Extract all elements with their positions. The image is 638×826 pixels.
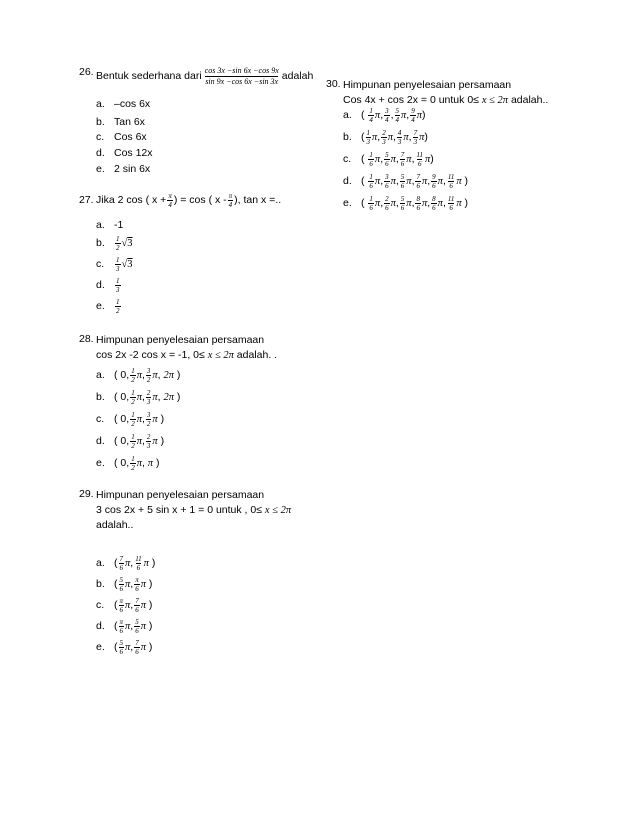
option-c[interactable]: c. ( $\frac{1}{6}$ π , $\frac{5}{6}$ π , $\frac{7}{6}$ π , $\frac{11}{6}$ π ): [343, 150, 434, 168]
option-a[interactable]: a. –cos 6x: [96, 98, 151, 110]
option-d[interactable]: d. Cos 12x: [96, 147, 153, 159]
option-d[interactable]: d. ( $\frac{\pi}{6}$ π , $\frac{5}{6}$ π ): [96, 617, 153, 635]
option-b[interactable]: b. $\frac{1}{2}$ √3: [96, 234, 133, 252]
question-stem: Himpunan penyelesaian persamaan Cos 4x + cos 2x = 0 untuk 0≤ x ≤ 2π adalah..: [343, 79, 549, 106]
option-a[interactable]: a. ( $\frac{1}{4}$ π , $\frac{3}{4}$ , $\frac{5}{4}$ π , $\frac{9}{4}$ π ): [343, 106, 426, 124]
question-number: 26.: [79, 66, 94, 78]
option-c[interactable]: c. $\frac{1}{3}$ √3: [96, 255, 133, 273]
square-root: √3: [121, 237, 133, 249]
option-b[interactable]: b. Tan 6x: [96, 116, 145, 128]
option-e[interactable]: e. $\frac{1}{2}$: [96, 297, 120, 315]
option-b[interactable]: b. ( $\frac{5}{6}$ π , $\frac{\pi}{6}$ π ): [96, 575, 153, 593]
option-b[interactable]: b. ( $\frac{1}{3}$ π , $\frac{2}{3}$ π , $\frac{4}{3}$ π , $\frac{7}{3}$ π ): [343, 128, 428, 146]
option-d[interactable]: d. ( 0 , $\frac{1}{2}$ π , $\frac{2}{3}$ π ): [96, 432, 165, 450]
option-a[interactable]: a. ( $\frac{7}{6}$ π , $\frac{11}{6}$ π ): [96, 554, 156, 572]
option-c[interactable]: c. ( $\frac{\pi}{6}$ π , $\frac{7}{6}$ π ): [96, 596, 153, 614]
option-a[interactable]: a. ( 0 , $\frac{1}{2}$ π , $\frac{3}{2}$ π , 2π ): [96, 366, 181, 384]
option-a[interactable]: a. -1: [96, 219, 124, 231]
question-number: 28.: [79, 333, 94, 345]
question-stem: Bentuk sederhana dari cos 3x −sin 6x −cos 9x sin 9x −cos 6x −sin 3x adalah: [96, 66, 314, 86]
fraction-expression: cos 3x −sin 6x −cos 9x sin 9x −cos 6x −sin 3x: [204, 66, 279, 86]
option-c[interactable]: c. ( 0 , $\frac{1}{2}$ π , $\frac{3}{2}$ π ): [96, 410, 165, 428]
question-stem: Himpunan penyelesaian persamaan cos 2x -2 cos x = -1, 0≤ x ≤ 2π adalah. .: [96, 334, 278, 361]
option-e[interactable]: e. ( $\frac{1}{6}$ π , $\frac{2}{6}$ π , $\frac{5}{6}$ π , $\frac{8}{6}$ π , $\frac{8}{6}$ π , $\frac{11}{6}$ π ): [343, 194, 469, 212]
option-e[interactable]: e. ( $\frac{5}{6}$ π , $\frac{7}{6}$ π ): [96, 638, 153, 656]
question-stem: Jika 2 cos ( x + $\frac{\pi}{4}$ ) = cos ( x - $\frac{\pi}{4}$ ), tan x =..: [96, 192, 282, 209]
option-e[interactable]: e. ( 0 , $\frac{1}{2}$ π , π ): [96, 454, 160, 472]
option-e[interactable]: e. 2 sin 6x: [96, 163, 151, 175]
question-stem: Himpunan penyelesaian persamaan 3 cos 2x + 5 sin x + 1 = 0 untuk , 0≤ x ≤ 2π adalah..: [96, 489, 292, 531]
question-number: 27.: [79, 194, 94, 206]
question-number: 29.: [79, 488, 94, 500]
square-root: √3: [121, 258, 133, 270]
option-d[interactable]: d. ( $\frac{1}{6}$ π , $\frac{3}{6}$ π , $\frac{5}{6}$ π , $\frac{7}{6}$ π , $\frac{9}{6}$ π , $\frac{11}{6}$ π ): [343, 172, 469, 190]
option-c[interactable]: c. Cos 6x: [96, 131, 147, 143]
question-number: 30.: [326, 78, 341, 90]
option-b[interactable]: b. ( 0 , $\frac{1}{2}$ π , $\frac{2}{3}$ π , 2π ): [96, 388, 181, 406]
option-d[interactable]: d. $\frac{1}{3}$: [96, 276, 120, 294]
